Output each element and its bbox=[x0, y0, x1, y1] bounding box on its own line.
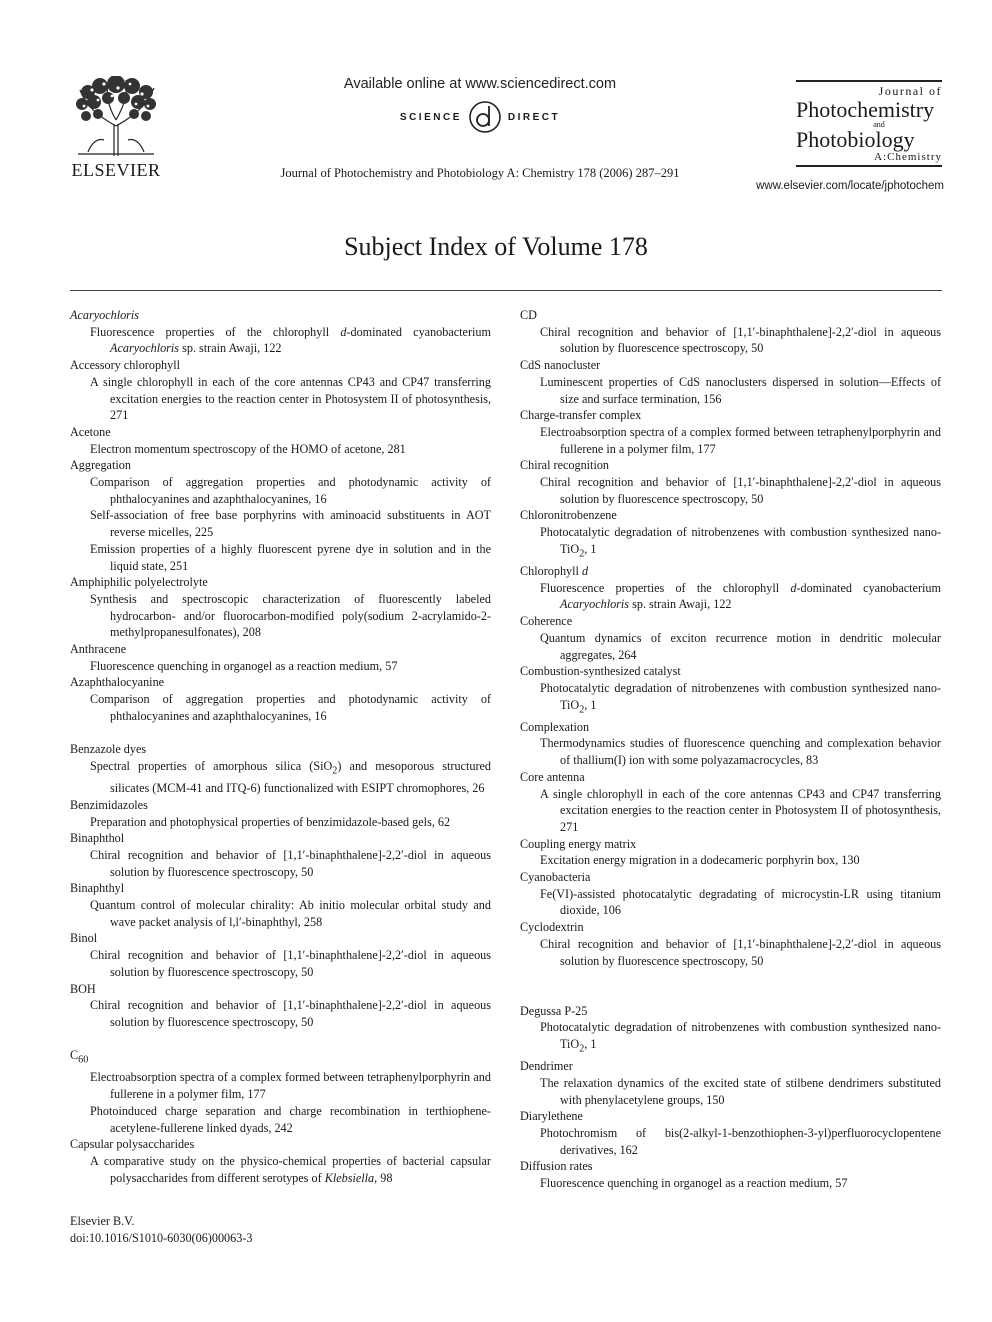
journal-url[interactable]: www.elsevier.com/locate/jphotochem bbox=[756, 180, 944, 192]
index-entry: Emission properties of a highly fluorescent pyrene dye in solution and in the liquid state, 251 bbox=[90, 541, 491, 573]
index-term: Core antenna bbox=[520, 769, 585, 784]
index-entry: Luminescent properties of CdS nanoclusters dispersed in solution—Effects of size and surface termination, 156 bbox=[540, 374, 941, 406]
available-online-text: Available online at www.sciencedirect.com bbox=[343, 76, 617, 92]
index-entry: Fluorescence quenching in organogel as a reaction medium, 57 bbox=[540, 1176, 848, 1191]
elsevier-logo bbox=[68, 76, 164, 184]
index-entry: Photocatalytic degradation of nitrobenzenes with combustion synthesized nano-TiO$_2$, 1 bbox=[540, 525, 941, 560]
journal-logo-photobiology: Photobiology bbox=[796, 127, 915, 152]
index-term: Degussa P-25 bbox=[520, 1003, 588, 1018]
sciencedirect-right-word: DIRECT bbox=[507, 111, 561, 123]
index-term: Binol bbox=[70, 931, 98, 946]
index-term: Azaphthalocyanine bbox=[70, 675, 165, 690]
index-entry: Photocatalytic degradation of nitrobenzenes with combustion synthesized nano-TiO$_2$, 1 bbox=[540, 1020, 941, 1055]
index-entry: Quantum dynamics of exciton recurrence motion in dendritic molecular aggregates, 264 bbox=[540, 630, 941, 662]
index-entry: Fe(VI)-assisted photocatalytic degradating of microcystin-LR using titanium dioxide, 106 bbox=[540, 886, 941, 918]
index-term: Amphiphilic polyelectrolyte bbox=[70, 575, 208, 590]
index-letter-gap bbox=[520, 969, 941, 986]
index-term: BOH bbox=[70, 981, 96, 996]
title-rule bbox=[70, 290, 942, 291]
journal-logo-bottom-rule bbox=[796, 165, 942, 167]
index-column-left bbox=[70, 307, 491, 1186]
index-term: Binaphthyl bbox=[70, 881, 125, 896]
index-term: Charge-transfer complex bbox=[520, 408, 642, 423]
index-term: Anthracene bbox=[70, 642, 127, 657]
sciencedirect-logo bbox=[240, 100, 720, 134]
index-entry: Electroabsorption spectra of a complex formed between tetraphenylporphyrin and fullerene in a polymer film, 177 bbox=[90, 1070, 491, 1102]
index-entry: Chiral recognition and behavior of [1,1′-binaphthalene]-2,2′-diol in aqueous solution by fluorescence spectroscopy, 50 bbox=[90, 948, 491, 979]
journal-logo-section: A:Chemistry bbox=[874, 151, 942, 163]
index-entry: Excitation energy migration in a dodecameric porphyrin box, 130 bbox=[540, 853, 860, 868]
index-term: Cyclodextrin bbox=[520, 920, 584, 935]
index-entry: Comparison of aggregation properties and photodynamic activity of phthalocyanines and azaphthalocyanines, 16 bbox=[90, 475, 491, 506]
index-term: $C_{60}$ bbox=[70, 1048, 89, 1066]
index-term: CD bbox=[520, 308, 537, 322]
index-term: Chiral recognition bbox=[520, 458, 610, 473]
index-entry: Preparation and photophysical properties of benzimidazole-based gels, 62 bbox=[90, 814, 451, 829]
elsevier-tree-icon bbox=[68, 76, 164, 158]
footer-doi[interactable]: doi:10.1016/S1010-6030(06)00063-3 bbox=[70, 1230, 253, 1245]
index-entry: A single chlorophyll in each of the core antennas CP43 and CP47 transferring excitation energies to the reaction center in Photosystem II of photosynthesis, 271 bbox=[90, 374, 491, 423]
index-term: Complexation bbox=[520, 719, 590, 734]
index-term: Binaphthol bbox=[70, 831, 125, 846]
elsevier-wordmark: ELSEVIER bbox=[71, 160, 161, 180]
index-entry: Chiral recognition and behavior of [1,1′-binaphthalene]-2,2′-diol in aqueous solution by fluorescence spectroscopy, 50 bbox=[540, 936, 941, 968]
index-entry: Photoinduced charge separation and charge recombination in terthiophene-acetylene-fullerene linked dyads, 242 bbox=[90, 1103, 491, 1135]
index-entry: Photocatalytic degradation of nitrobenzenes with combustion synthesized nano-TiO$_2$, 1 bbox=[540, 680, 941, 716]
index-term: Combustion-synthesized catalyst bbox=[520, 664, 681, 679]
page-title: Subject Index of Volume 178 bbox=[344, 232, 648, 261]
index-term: Aggregation bbox=[70, 458, 131, 473]
journal-logo-and: and bbox=[873, 120, 885, 129]
journal-logo-top-rule bbox=[796, 80, 942, 82]
index-entry: Fluorescence quenching in organogel as a reaction medium, 57 bbox=[90, 658, 398, 673]
index-entry: Chiral recognition and behavior of [1,1′-binaphthalene]-2,2′-diol in aqueous solution by fluorescence spectroscopy, 50 bbox=[540, 324, 941, 356]
journal-logo-journal-of: Journal of bbox=[878, 84, 942, 98]
index-term: Acaryochloris bbox=[70, 308, 140, 322]
index-entry: Quantum control of molecular chirality: Ab initio molecular orbital study and wave packet analysis of l,l′-binaphthyl, 258 bbox=[90, 898, 491, 929]
index-entry: Chiral recognition and behavior of [1,1′-binaphthalene]-2,2′-diol in aqueous solution by fluorescence spectroscopy, 50 bbox=[90, 998, 491, 1029]
footer-publisher: Elsevier B.V. bbox=[70, 1214, 135, 1228]
index-entry: Fluorescence properties of the chlorophyll d-dominated cyanobacterium Acaryochloris sp. strain Awaji, 122 bbox=[540, 580, 941, 612]
journal-logo-photochemistry: Photochemistry bbox=[796, 97, 935, 122]
page-footer bbox=[70, 1213, 252, 1246]
index-term: Diarylethene bbox=[520, 1109, 583, 1124]
sciencedirect-banner bbox=[240, 76, 720, 134]
index-column-right bbox=[520, 307, 941, 1192]
index-term: Diffusion rates bbox=[520, 1159, 593, 1174]
index-entry: Chiral recognition and behavior of [1,1′-binaphthalene]-2,2′-diol in aqueous solution by fluorescence spectroscopy, 50 bbox=[90, 847, 491, 879]
index-entry: Self-association of free base porphyrins with aminoacid substituents in AOT reverse micelles, 225 bbox=[90, 508, 491, 540]
index-entry: Synthesis and spectroscopic characterization of fluorescently labeled hydrocarbon- and/or fluorocarbon-modified poly(sodium 2-acrylamido-2-methylpropanesulfonates), 208 bbox=[90, 591, 491, 640]
index-term: CdS nanocluster bbox=[520, 358, 601, 373]
index-entry: Electron momentum spectroscopy of the HOMO of acetone, 281 bbox=[90, 441, 406, 456]
index-term: Chlorophyll d bbox=[520, 563, 589, 578]
index-term: Cyanobacteria bbox=[520, 870, 591, 885]
index-term: Coherence bbox=[520, 614, 573, 629]
index-entry: A single chlorophyll in each of the core antennas CP43 and CP47 transferring excitation energies to the reaction center in Photosystem II of photosynthesis, 271 bbox=[540, 786, 941, 834]
index-entry: Photochromism of bis(2-alkyl-1-benzothiophen-3-yl)perfluorocyclopentene derivatives, 162 bbox=[540, 1126, 941, 1157]
index-letter-gap bbox=[70, 725, 491, 742]
index-entry: Comparison of aggregation properties and photodynamic activity of phthalocyanines and azaphthalocyanines, 16 bbox=[90, 692, 491, 723]
index-entry: Fluorescence properties of the chlorophyll d-dominated cyanobacterium Acaryochloris sp. strain Awaji, 122 bbox=[90, 324, 491, 356]
index-term: Capsular polysaccharides bbox=[70, 1137, 195, 1152]
sciencedirect-d-icon bbox=[468, 100, 502, 134]
index-term: Accessory chlorophyll bbox=[70, 358, 180, 373]
index-entry: Thermodynamics studies of fluorescence quenching and complexation behavior of thallium(I) ion with some polyazamacrocycles, 83 bbox=[540, 736, 941, 768]
sciencedirect-left-word: SCIENCE bbox=[399, 111, 462, 123]
index-term: Benzazole dyes bbox=[70, 742, 147, 757]
journal-logo bbox=[796, 80, 942, 167]
index-entry: Spectral properties of amorphous silica (SiO$_2$) and mesoporous structured silicates (MCM-41 and ITQ-6) functionalized with ESIPT chromophores, 26 bbox=[90, 758, 492, 796]
index-term: Benzimidazoles bbox=[70, 797, 148, 812]
index-term: Dendrimer bbox=[520, 1059, 573, 1074]
index-entry: Electroabsorption spectra of a complex formed between tetraphenylporphyrin and fullerene in a polymer film, 177 bbox=[540, 424, 941, 456]
index-letter-gap bbox=[520, 986, 941, 1003]
page-header bbox=[0, 0, 992, 200]
index-entry: The relaxation dynamics of the excited state of stilbene dendrimers substituted with phenylacetylene groups, 150 bbox=[540, 1075, 941, 1107]
journal-citation: Journal of Photochemistry and Photobiology A: Chemistry 178 (2006) 287–291 bbox=[280, 166, 680, 180]
index-term: Chloronitrobenzene bbox=[520, 508, 617, 523]
index-letter-gap bbox=[70, 1031, 491, 1048]
index-term: Acetone bbox=[70, 424, 111, 439]
index-entry: Chiral recognition and behavior of [1,1′-binaphthalene]-2,2′-diol in aqueous solution by fluorescence spectroscopy, 50 bbox=[540, 475, 941, 506]
index-entry: A comparative study on the physico-chemical properties of bacterial capsular polysaccharides from different serotypes of Klebsiella, 98 bbox=[90, 1154, 491, 1185]
index-term: Coupling energy matrix bbox=[520, 836, 637, 851]
